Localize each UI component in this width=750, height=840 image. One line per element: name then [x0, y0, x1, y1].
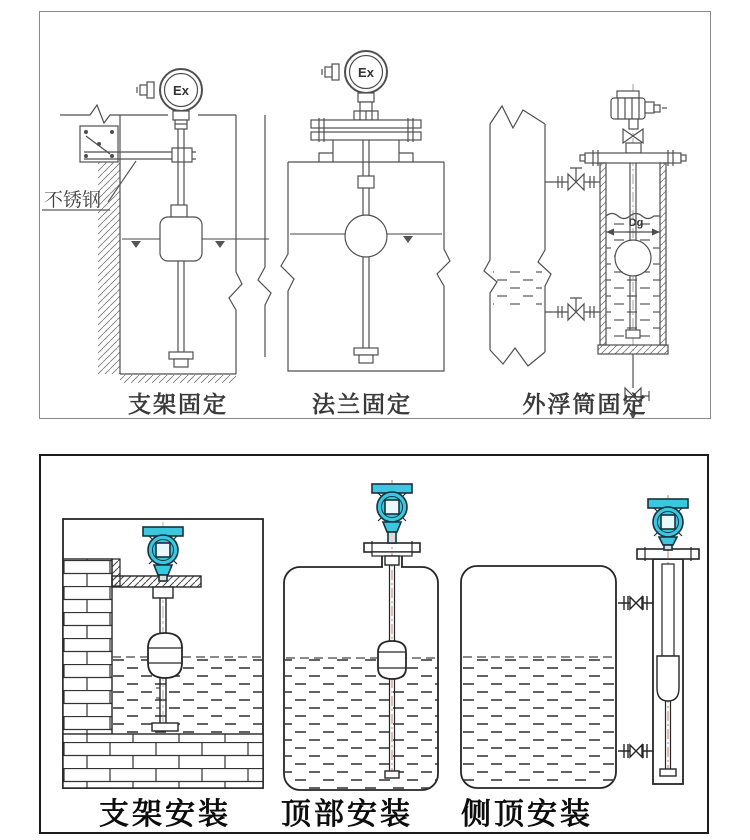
level-symbol	[215, 241, 225, 251]
mounting-flange	[311, 118, 421, 142]
transmitter-head	[611, 91, 667, 153]
guide-tube	[662, 564, 674, 656]
diagram-external-chamber-fixing	[484, 84, 686, 418]
tank-liquid	[112, 656, 263, 734]
ex-label: Ex	[173, 83, 189, 98]
diagram-top-install	[281, 480, 438, 831]
diameter-label: Dg	[628, 217, 644, 229]
chamber-liquid	[606, 219, 660, 343]
display-window	[156, 543, 170, 557]
transmitter-head	[372, 484, 412, 543]
isolating-valve-top	[618, 596, 653, 610]
rod-end-stop	[385, 771, 399, 778]
rod-end-stop	[152, 723, 178, 731]
level-symbol	[131, 241, 141, 251]
transmitter-head	[648, 499, 688, 550]
brick-wall-bottom	[63, 734, 263, 788]
isolating-valve-bottom	[545, 298, 600, 320]
material-note: 不锈钢	[44, 190, 102, 211]
isolating-valve-top	[545, 168, 600, 190]
caption-bracket-fixing: 支架固定	[128, 391, 228, 417]
ex-label: Ex	[358, 65, 374, 80]
level-symbol	[403, 236, 413, 246]
float-sphere	[615, 240, 651, 276]
tank-liquid	[461, 657, 616, 788]
float	[657, 656, 679, 701]
diagram-side-top-install	[461, 495, 699, 831]
float	[148, 633, 182, 678]
caption-external-chamber-fixing: 外浮筒固定	[522, 391, 648, 417]
diagram-flange-fixing	[281, 51, 450, 417]
rod-end-stop	[169, 352, 193, 367]
float	[160, 217, 202, 261]
caption-top-install: 顶部安装	[281, 798, 413, 831]
float-sphere	[345, 215, 387, 257]
caption-side-top-install: 侧顶安装	[461, 798, 593, 831]
tank-liquid	[284, 658, 438, 790]
installation-methods-panel	[39, 454, 709, 834]
isolating-valve-bottom	[618, 744, 653, 758]
diagram-bracket-install	[63, 519, 263, 831]
transmitter-ex-head	[322, 51, 387, 120]
rod-collar	[385, 556, 399, 565]
display-window	[661, 515, 675, 529]
process-vessel	[484, 106, 551, 366]
installation-methods-drawing	[41, 456, 707, 832]
diagram-bracket-fixing	[42, 69, 271, 417]
caption-flange-fixing: 法兰固定	[312, 391, 412, 417]
transmitter-ex-head	[137, 69, 202, 129]
rod-clamp	[153, 587, 173, 598]
vessel-liquid	[493, 265, 542, 305]
wall-mount-plate	[80, 126, 118, 162]
wall-hatch	[98, 162, 120, 374]
display-window	[385, 500, 399, 514]
fixing-methods-panel	[39, 11, 711, 419]
caption-bracket-install: 支架安装	[99, 798, 231, 831]
rod-end-stop	[354, 348, 378, 363]
rod-end-stop	[660, 769, 676, 776]
fixing-methods-drawing	[40, 12, 710, 418]
float	[378, 641, 406, 679]
support-shelf	[112, 576, 201, 587]
